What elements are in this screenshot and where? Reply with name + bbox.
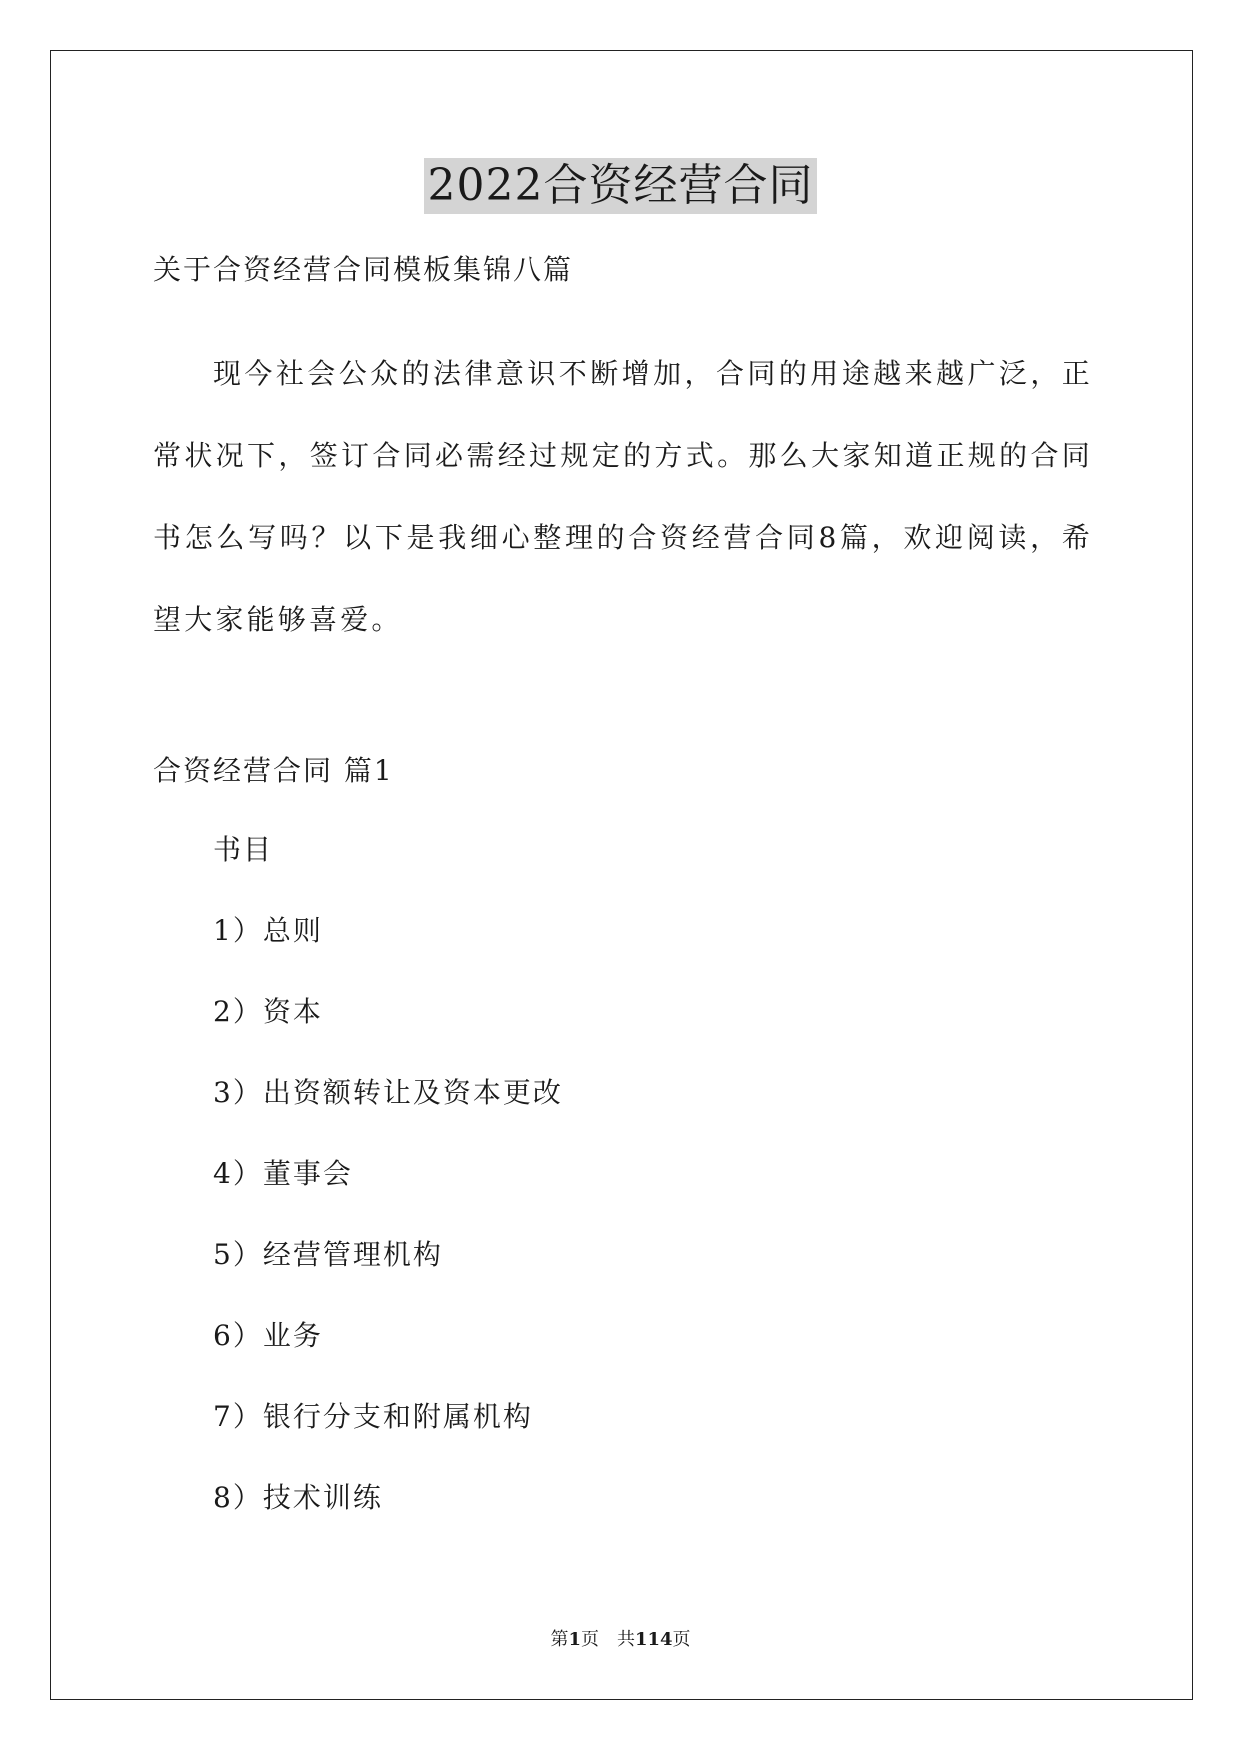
title-container	[0, 158, 1241, 214]
section-heading: 合资经营合同 篇1	[153, 754, 394, 787]
page-border	[50, 50, 1193, 1700]
toc-item: 2）资本	[213, 995, 323, 1028]
toc-item: 1）总则	[213, 914, 323, 947]
toc-heading: 书目	[213, 833, 274, 866]
footer-suffix: 页	[672, 1629, 691, 1650]
document-subtitle: 关于合资经营合同模板集锦八篇	[153, 253, 574, 286]
intro-paragraph: 现今社会公众的法律意识不断增加，合同的用途越来越广泛，正常状况下，签订合同必需经过规定的方式。那么大家知道正规的合同书怎么写吗？以下是我细心整理的合资经营合同8篇，欢迎阅读，希望大家能够喜爱。	[153, 357, 1093, 636]
page-footer	[0, 1628, 1241, 1652]
footer-page-number: 1	[568, 1629, 581, 1650]
toc-item: 8）技术训练	[213, 1481, 383, 1514]
footer-middle: 页 共	[580, 1629, 635, 1650]
footer-total-pages: 114	[634, 1629, 673, 1650]
toc-item: 4）董事会	[213, 1157, 353, 1190]
document-title: 2022合资经营合同	[424, 158, 818, 214]
toc-item: 3）出资额转让及资本更改	[213, 1076, 563, 1109]
footer-prefix: 第	[550, 1629, 569, 1650]
toc-item: 5）经营管理机构	[213, 1238, 443, 1271]
toc-item: 6）业务	[213, 1319, 323, 1352]
toc-item: 7）银行分支和附属机构	[213, 1400, 533, 1433]
